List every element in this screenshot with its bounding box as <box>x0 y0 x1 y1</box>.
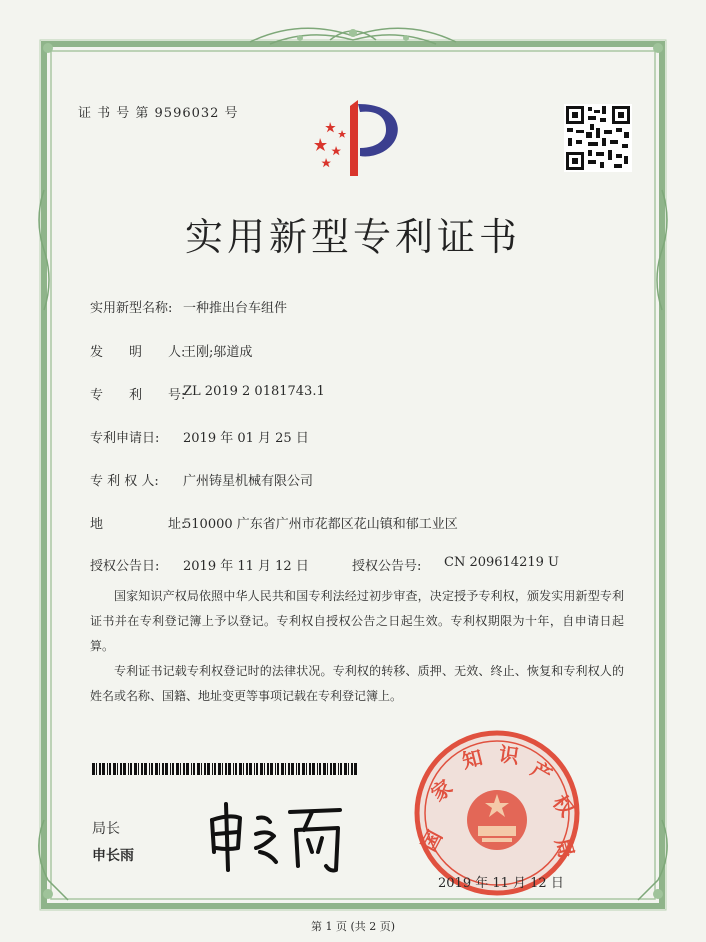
address-value: 510000 广东省广州市花都区花山镇和郁工业区 <box>183 517 458 532</box>
director-name: 申长雨 <box>92 848 134 864</box>
svg-text:知: 知 <box>459 745 485 774</box>
inventor-value: 王刚;邬道成 <box>183 345 253 360</box>
page-indicator: 第 1 页 (共 2 页) <box>310 920 396 933</box>
utility-model-name-value: 一种推出台车组件 <box>183 301 288 316</box>
document-title: 实用新型专利证书 <box>184 215 521 259</box>
svg-text:国: 国 <box>416 826 448 856</box>
svg-text:家: 家 <box>426 774 457 807</box>
certificate-number: 证 书 号 第 9596032 号 <box>78 106 239 121</box>
svg-text:产: 产 <box>526 756 557 788</box>
barcode <box>92 763 360 775</box>
body-paragraph: 专利证书记载专利权登记时的法律状况。专利权的转移、质押、无效、终止、恢复和专利权人的姓名或名称、国籍、地址变更等事项记载在专利登记簿上。 <box>90 664 624 703</box>
utility-model-name-label: 实用新型名称: <box>90 301 173 316</box>
filing-date-value: 2019 年 01 月 25 日 <box>183 431 309 446</box>
filing-date-label: 专利申请日: <box>90 431 160 446</box>
svg-text:识: 识 <box>497 741 521 769</box>
patentee-value: 广州铸星机械有限公司 <box>183 474 314 489</box>
svg-text:局: 局 <box>550 835 580 861</box>
body-paragraph: 国家知识产权局依照中华人民共和国专利法经过初步审查，决定授予专利权，颁发实用新型专利证书并在专利登记簿上予以登记。专利权自授权公告之日起生效。专利权期限为十年，自申请日起算。 <box>90 589 624 653</box>
certificate-body <box>90 584 624 709</box>
patentee-label: 专 利 权 人: <box>90 474 159 489</box>
grant-number-label: 授权公告号: <box>352 559 422 574</box>
grant-date-label: 授权公告日: <box>90 559 160 574</box>
grant-date-value: 2019 年 11 月 12 日 <box>183 559 309 574</box>
grant-number-value: CN 209614219 U <box>444 555 559 570</box>
issue-date: 2019 年 11 月 12 日 <box>438 876 564 891</box>
director-signature <box>200 790 350 880</box>
svg-text:权: 权 <box>547 790 580 821</box>
patent-office-logo <box>300 96 408 180</box>
patent-number-label: 专 利 号: <box>90 388 186 403</box>
inventor-label: 发 明 人: <box>90 345 186 360</box>
address-label: 地 址: <box>90 517 186 532</box>
qr-code <box>564 104 632 172</box>
patent-number-value: ZL 2019 2 0181743.1 <box>183 384 325 399</box>
director-title: 局长 <box>92 821 120 837</box>
